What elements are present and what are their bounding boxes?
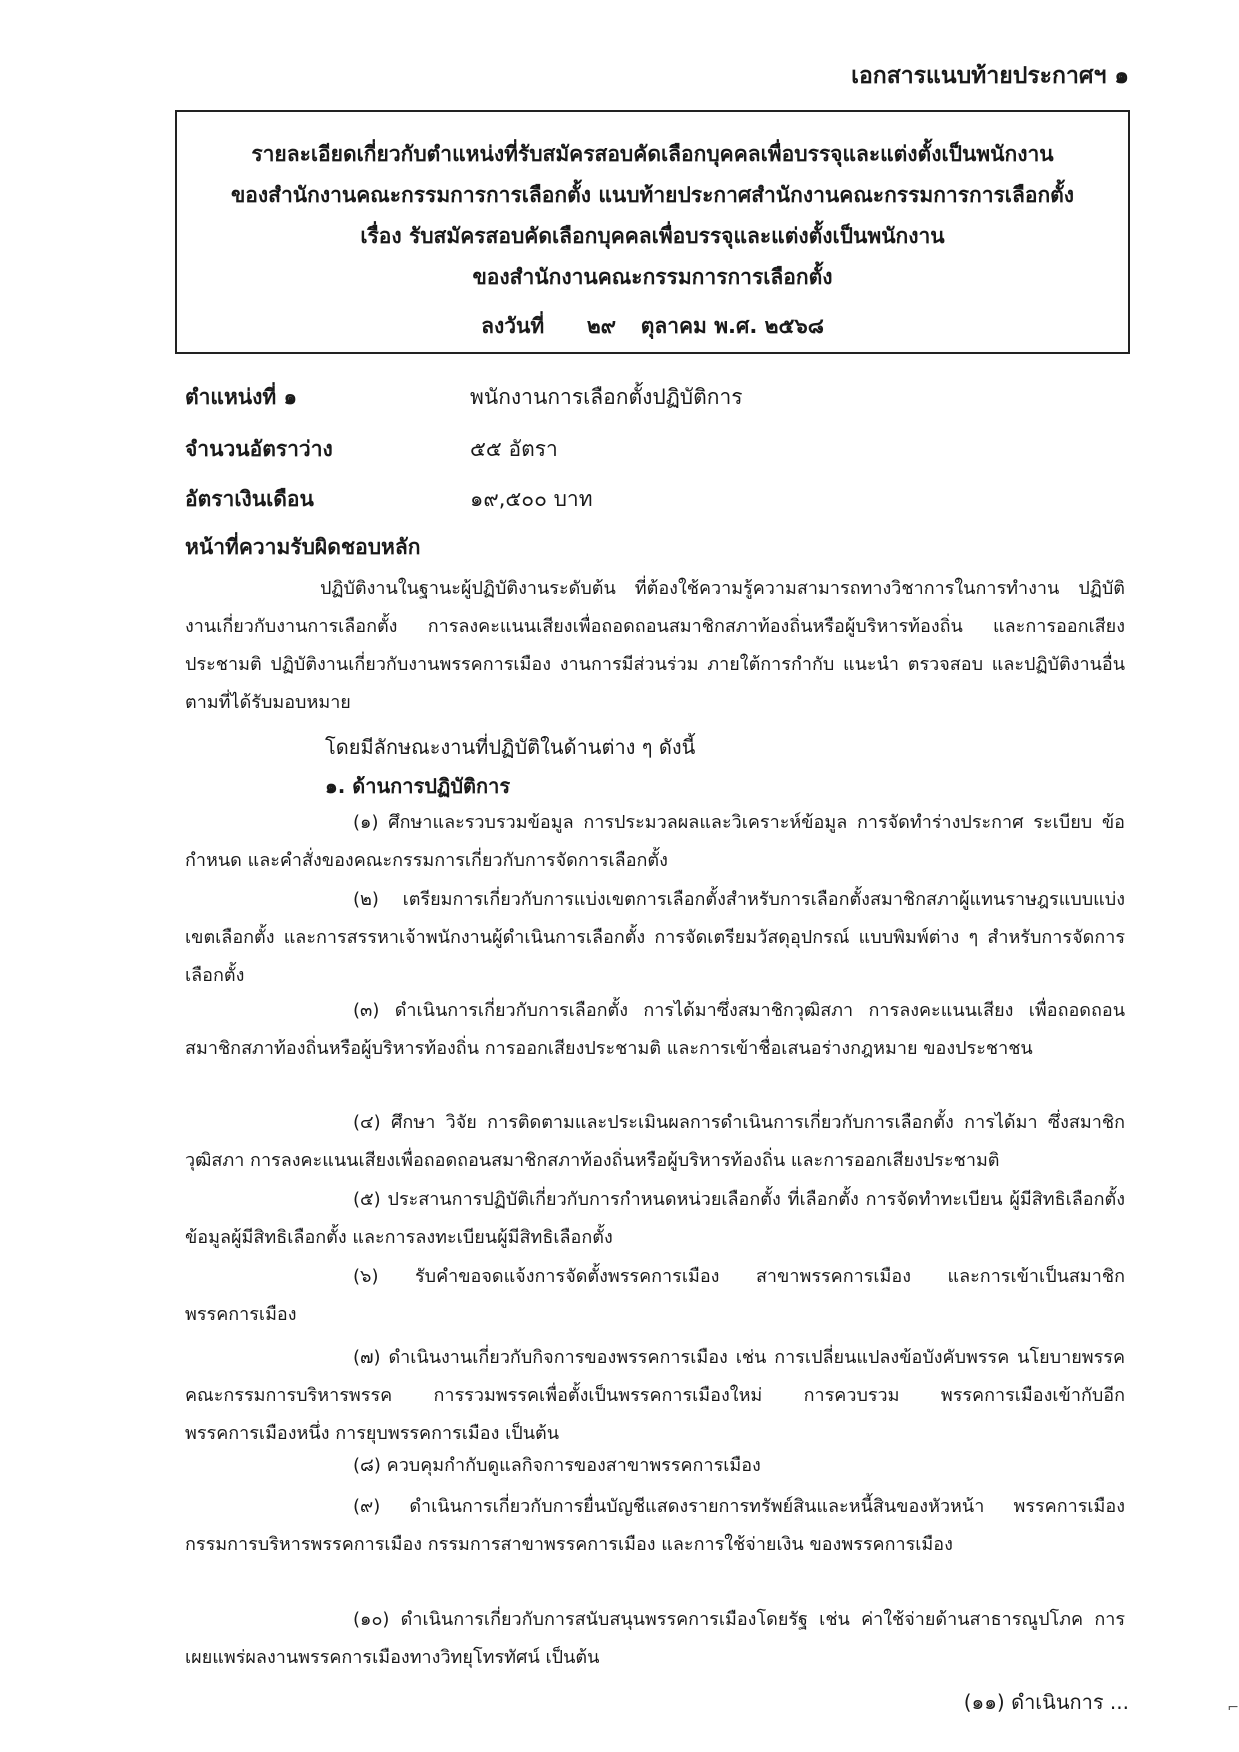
attachment-tag: เอกสารแนบท้ายประกาศฯ ๑ [851,63,1129,89]
scan-edge-mark: ⌐ [1227,1700,1239,1716]
announcement-date [177,306,1128,347]
list-item: (๒) เตรียมการเกี่ยวกับการแบ่งเขตการเลือกตั้งสำหรับการเลือกตั้งสมาชิกสภาผู้แทนราษฎรแบบแบ่งเขตเลือกตั้ง และการสรรหาเจ้าพนักงานผู้ดำเนินการเลือกตั้ง การจัดเตรียมวัสดุอุปกรณ์ แบบพิมพ์ต่าง ๆ สำหรับการจัดการเลือกตั้ง [185,889,1125,986]
title-line-4: ของสำนักงานคณะกรรมการการเลือกตั้ง [472,265,833,289]
list-item: (๗) ดำเนินงานเกี่ยวกับกิจการของพรรคการเมือง เช่น การเปลี่ยนแปลงข้อบังคับพรรค นโยบายพรรค คณะกรรมการบริหารพรรค การรวมพรรคเพื่อตั้งเป็นพรรคการเมืองใหม่ การควบรวม พรรคการเมืองเข้ากับอีกพรรคการเมืองหนึ่ง การยุบพรรคการเมือง เป็นต้น [185,1347,1125,1444]
list-item: (๑๐) ดำเนินการเกี่ยวกับการสนับสนุนพรรคการเมืองโดยรัฐ เช่น ค่าใช้จ่ายด้านสาธารณูปโภค การเผยแพร่ผลงานพรรคการเมืองทางวิทยุโทรทัศน์ เป็นต้น [185,1609,1125,1668]
list-item: (๑) ศึกษาและรวบรวมข้อมูล การประมวลผลและวิเคราะห์ข้อมูล การจัดทำร่างประกาศ ระเบียบ ข้อกำหนด และคำสั่งของคณะกรรมการเกี่ยวกับการจัดการเลือกตั้ง [185,812,1125,871]
list-item: (๘) ควบคุมกำกับดูแลกิจการของสาขาพรรคการเมือง [353,1455,761,1476]
salary-value: ๑๙,๕๐๐ บาท [470,487,593,511]
date-day: ๒๙ [586,314,617,338]
duties-intro: ปฏิบัติงานในฐานะผู้ปฏิบัติงานระดับต้น ที่ต้องใช้ความรู้ความสามารถทางวิชาการในการทำงาน ปฏิบัติงานเกี่ยวกับงานการเลือกตั้ง การลงคะแนนเสียงเพื่อถอดถอนสมาชิกสภาท้องถิ่นหรือผู้บริหารท้องถิ่น และการออกเสียงประชามติ ปฏิบัติงานเกี่ยวกับงานพรรคการเมือง งานการมีส่วนร่วม ภายใต้การกำกับ แนะนำ ตรวจสอบ และปฏิบัติงานอื่นตามที่ได้รับมอบหมาย [185,578,1125,713]
list-item: (๕) ประสานการปฏิบัติเกี่ยวกับการกำหนดหน่วยเลือกตั้ง ที่เลือกตั้ง การจัดทำทะเบียน ผู้มีสิทธิเลือกตั้ง ข้อมูลผู้มีสิทธิเลือกตั้ง และการลงทะเบียนผู้มีสิทธิเลือกตั้ง [185,1189,1125,1248]
duties-heading: หน้าที่ความรับผิดชอบหลัก [185,535,421,559]
position-label: ตำแหน่งที่ ๑ [185,385,297,409]
position-value: พนักงานการเลือกตั้งปฏิบัติการ [470,385,743,409]
list-item: (๓) ดำเนินการเกี่ยวกับการเลือกตั้ง การได้มาซึ่งสมาชิกวุฒิสภา การลงคะแนนเสียง เพื่อถอดถอนสมาชิกสภาท้องถิ่นหรือผู้บริหารท้องถิ่น การออกเสียงประชามติ และการเข้าชื่อเสนอร่างกฎหมาย ของประชาชน [185,1000,1125,1059]
title-line-3: เรื่อง รับสมัครสอบคัดเลือกบุคคลเพื่อบรรจุและแต่งตั้งเป็นพนักงาน [360,224,945,248]
title-box [175,110,1130,354]
area1-heading: ๑. ด้านการปฏิบัติการ [325,774,511,798]
vacancies-label: จำนวนอัตราว่าง [185,437,333,461]
title-line-1: รายละเอียดเกี่ยวกับตำแหน่งที่รับสมัครสอบคัดเลือกบุคคลเพื่อบรรจุและแต่งตั้งเป็นพนักงาน [251,142,1054,166]
characteristics-intro: โดยมีลักษณะงานที่ปฏิบัติในด้านต่าง ๆ ดังนี้ [325,735,696,759]
list-item: (๙) ดำเนินการเกี่ยวกับการยื่นบัญชีแสดงรายการทรัพย์สินและหนี้สินของหัวหน้า พรรคการเมือง กรรมการบริหารพรรคการเมือง กรรมการสาขาพรรคการเมือง และการใช้จ่ายเงิน ของพรรคการเมือง [185,1496,1125,1555]
date-prefix: ลงวันที่ [481,314,545,338]
salary-label: อัตราเงินเดือน [185,487,314,511]
vacancies-value: ๕๕ อัตรา [470,437,558,461]
list-item: (๖) รับคำขอจดแจ้งการจัดตั้งพรรคการเมือง สาขาพรรคการเมือง และการเข้าเป็นสมาชิก พรรคการเมือง [185,1266,1125,1325]
title-line-2: ของสำนักงานคณะกรรมการการเลือกตั้ง แนบท้ายประกาศสำนักงานคณะกรรมการการเลือกตั้ง [230,183,1075,207]
continuation-note: (๑๑) ดำเนินการ ... [963,1690,1129,1714]
list-item: (๔) ศึกษา วิจัย การติดตามและประเมินผลการดำเนินการเกี่ยวกับการเลือกตั้ง การได้มา ซึ่งสมาชิกวุฒิสภา การลงคะแนนเสียงเพื่อถอดถอนสมาชิกสภาท้องถิ่นหรือผู้บริหารท้องถิ่น และการออกเสียงประชามติ [185,1112,1125,1171]
date-month-year: ตุลาคม พ.ศ. ๒๕๖๘ [640,314,824,338]
